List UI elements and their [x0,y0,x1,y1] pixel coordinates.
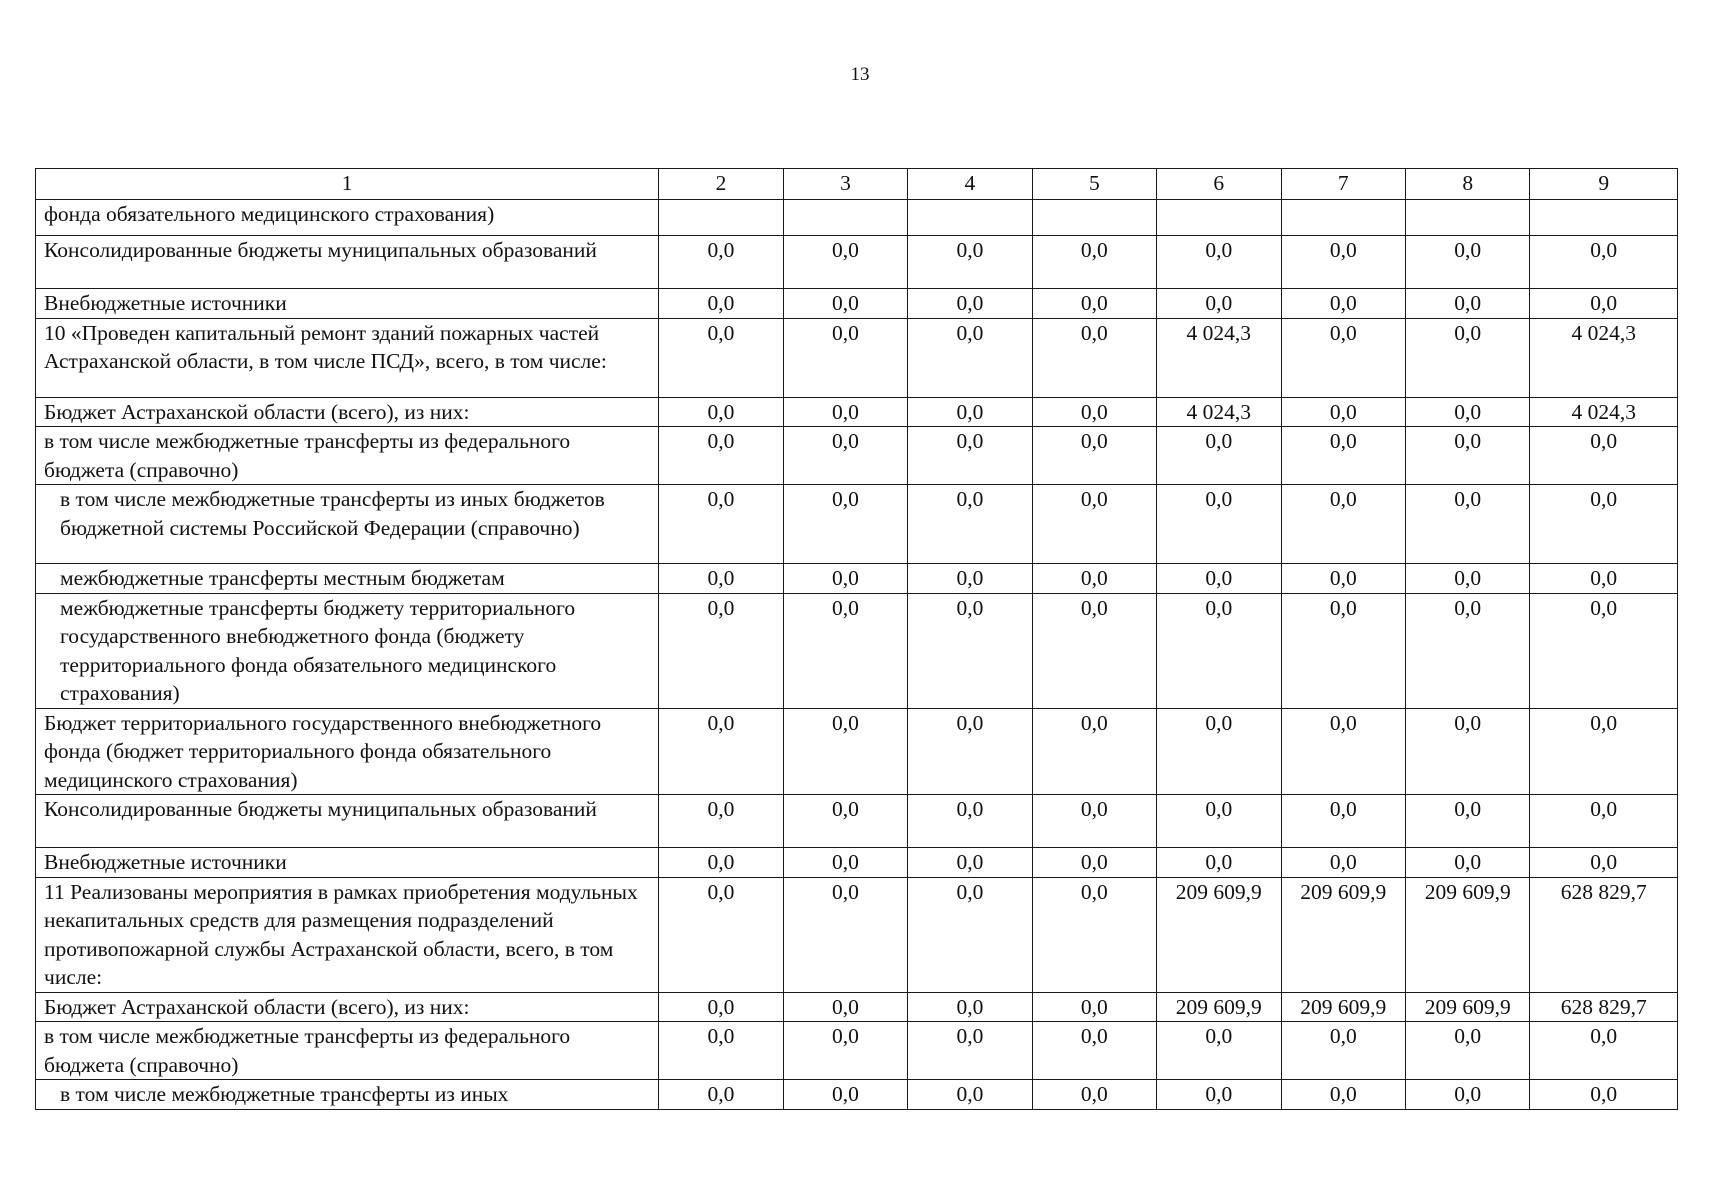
cell-value: 0,0 [908,848,1032,878]
cell-value: 0,0 [1530,427,1678,485]
cell-value: 0,0 [1405,1080,1529,1110]
cell-value: 0,0 [659,1080,783,1110]
cell-value: 0,0 [659,564,783,594]
table-row [36,593,1678,708]
cell-value: 0,0 [1032,1022,1156,1080]
cell-value: 0,0 [1032,564,1156,594]
cell-value: 0,0 [659,795,783,848]
cell-value: 0,0 [1530,1080,1678,1110]
cell-value: 0,0 [659,708,783,795]
row-label: Консолидированные бюджеты муниципальных образований [36,236,659,289]
cell-value: 0,0 [659,318,783,397]
column-header: 1 [36,169,659,200]
cell-value: 0,0 [908,397,1032,427]
cell-value: 0,0 [1157,564,1281,594]
cell-value: 0,0 [1405,236,1529,289]
cell-value: 0,0 [783,992,907,1022]
cell-value: 0,0 [783,485,907,564]
cell-value: 0,0 [1530,289,1678,319]
column-header: 8 [1405,169,1529,200]
cell-value: 0,0 [1157,427,1281,485]
row-label: 11 Реализованы мероприятия в рамках приобретения модульных некапитальных средств для размещения подразделений противопожарной службы Астраханской области, всего, в том числе: [36,877,659,992]
cell-value: 0,0 [1405,485,1529,564]
row-label: межбюджетные трансферты местным бюджетам [36,564,659,594]
column-header: 7 [1281,169,1405,200]
table-row [36,318,1678,397]
cell-value: 0,0 [659,427,783,485]
cell-value: 0,0 [908,1080,1032,1110]
row-label: фонда обязательного медицинского страхования) [36,200,659,236]
cell-value: 0,0 [1530,1022,1678,1080]
row-label: Внебюджетные источники [36,848,659,878]
cell-value: 0,0 [659,992,783,1022]
cell-value: 0,0 [1157,236,1281,289]
cell-value: 0,0 [783,877,907,992]
cell-value: 0,0 [1032,795,1156,848]
cell-value: 0,0 [783,1080,907,1110]
cell-value [1405,200,1529,236]
cell-value: 0,0 [908,564,1032,594]
cell-value: 0,0 [783,427,907,485]
cell-value: 0,0 [1032,289,1156,319]
table-row [36,848,1678,878]
table-row [36,1022,1678,1080]
cell-value: 628 829,7 [1530,992,1678,1022]
cell-value: 0,0 [659,593,783,708]
cell-value: 0,0 [1032,1080,1156,1110]
table-row [36,427,1678,485]
cell-value [1281,200,1405,236]
column-header: 4 [908,169,1032,200]
cell-value: 0,0 [1405,795,1529,848]
row-label: Бюджет Астраханской области (всего), из них: [36,992,659,1022]
column-header: 5 [1032,169,1156,200]
cell-value: 0,0 [1281,564,1405,594]
cell-value: 0,0 [1281,795,1405,848]
budget-table [35,168,1678,1110]
cell-value: 0,0 [1032,236,1156,289]
cell-value: 0,0 [908,485,1032,564]
cell-value: 0,0 [1281,848,1405,878]
cell-value: 0,0 [1157,1022,1281,1080]
row-label: Бюджет Астраханской области (всего), из них: [36,397,659,427]
cell-value: 0,0 [1281,289,1405,319]
cell-value: 0,0 [659,397,783,427]
cell-value: 0,0 [1281,236,1405,289]
table-row [36,795,1678,848]
cell-value: 0,0 [908,795,1032,848]
cell-value: 0,0 [1032,992,1156,1022]
cell-value [783,200,907,236]
cell-value: 0,0 [1032,877,1156,992]
cell-value: 0,0 [659,485,783,564]
cell-value: 0,0 [783,1022,907,1080]
table-body [36,200,1678,1110]
row-label: в том числе межбюджетные трансферты из иных [36,1080,659,1110]
cell-value: 0,0 [1530,848,1678,878]
row-label: в том числе межбюджетные трансферты из федерального бюджета (справочно) [36,1022,659,1080]
cell-value: 0,0 [1157,485,1281,564]
table-row [36,564,1678,594]
table-row [36,485,1678,564]
cell-value: 0,0 [783,593,907,708]
table-row [36,1080,1678,1110]
cell-value [908,200,1032,236]
cell-value: 0,0 [908,289,1032,319]
cell-value: 0,0 [1530,593,1678,708]
cell-value: 0,0 [908,318,1032,397]
cell-value: 0,0 [1157,593,1281,708]
column-header: 6 [1157,169,1281,200]
cell-value: 0,0 [1281,593,1405,708]
cell-value: 209 609,9 [1281,992,1405,1022]
cell-value: 0,0 [1530,564,1678,594]
cell-value: 0,0 [659,848,783,878]
cell-value: 0,0 [783,236,907,289]
cell-value: 0,0 [908,877,1032,992]
cell-value: 0,0 [1032,318,1156,397]
cell-value: 0,0 [659,1022,783,1080]
row-label: Консолидированные бюджеты муниципальных образований [36,795,659,848]
table-row [36,200,1678,236]
cell-value [1157,200,1281,236]
page-number: 13 [850,64,870,85]
cell-value: 0,0 [1281,318,1405,397]
cell-value: 0,0 [659,236,783,289]
table-row [36,992,1678,1022]
cell-value: 0,0 [908,1022,1032,1080]
cell-value: 209 609,9 [1281,877,1405,992]
row-label: в том числе межбюджетные трансферты из федерального бюджета (справочно) [36,427,659,485]
cell-value: 4 024,3 [1530,397,1678,427]
cell-value: 0,0 [1281,485,1405,564]
cell-value: 0,0 [783,848,907,878]
cell-value: 0,0 [1405,593,1529,708]
cell-value: 0,0 [659,877,783,992]
cell-value: 0,0 [1281,1022,1405,1080]
cell-value: 0,0 [1032,427,1156,485]
cell-value: 0,0 [1157,1080,1281,1110]
cell-value: 0,0 [908,236,1032,289]
cell-value: 4 024,3 [1157,318,1281,397]
cell-value: 0,0 [1405,848,1529,878]
column-header: 3 [783,169,907,200]
cell-value: 0,0 [1032,485,1156,564]
cell-value: 0,0 [1281,708,1405,795]
cell-value: 0,0 [1405,708,1529,795]
column-header: 9 [1530,169,1678,200]
table-row [36,236,1678,289]
cell-value: 0,0 [1281,397,1405,427]
cell-value [1530,200,1678,236]
cell-value: 0,0 [908,708,1032,795]
cell-value: 4 024,3 [1157,397,1281,427]
column-header: 2 [659,169,783,200]
cell-value: 0,0 [1530,795,1678,848]
cell-value: 0,0 [1530,708,1678,795]
cell-value: 4 024,3 [1530,318,1678,397]
cell-value: 0,0 [1405,564,1529,594]
cell-value: 0,0 [908,992,1032,1022]
row-label: 10 «Проведен капитальный ремонт зданий пожарных частей Астраханской области, в том числе ПСД», всего, в том числе: [36,318,659,397]
cell-value: 0,0 [1281,1080,1405,1110]
cell-value: 0,0 [783,708,907,795]
cell-value: 0,0 [1405,289,1529,319]
row-label: Внебюджетные источники [36,289,659,319]
table-row [36,397,1678,427]
cell-value: 0,0 [1032,397,1156,427]
cell-value: 0,0 [659,289,783,319]
table-row [36,289,1678,319]
table-row [36,708,1678,795]
cell-value: 209 609,9 [1405,877,1529,992]
cell-value: 0,0 [1032,593,1156,708]
cell-value: 0,0 [1405,427,1529,485]
cell-value: 0,0 [1157,795,1281,848]
cell-value [659,200,783,236]
cell-value: 0,0 [1530,236,1678,289]
cell-value: 0,0 [1281,427,1405,485]
cell-value: 0,0 [908,427,1032,485]
cell-value: 0,0 [1032,848,1156,878]
cell-value: 0,0 [783,564,907,594]
cell-value: 0,0 [783,795,907,848]
cell-value: 209 609,9 [1157,877,1281,992]
cell-value [1032,200,1156,236]
cell-value: 628 829,7 [1530,877,1678,992]
cell-value: 0,0 [1405,397,1529,427]
cell-value: 209 609,9 [1405,992,1529,1022]
cell-value: 0,0 [783,289,907,319]
cell-value: 0,0 [1157,289,1281,319]
row-label: Бюджет территориального государственного внебюджетного фонда (бюджет территориального фонда обязательного медицинского страхования) [36,708,659,795]
cell-value: 0,0 [1530,485,1678,564]
cell-value: 209 609,9 [1157,992,1281,1022]
header-row [36,169,1678,200]
row-label: в том числе межбюджетные трансферты из иных бюджетов бюджетной системы Российской Федерации (справочно) [36,485,659,564]
cell-value: 0,0 [1157,848,1281,878]
cell-value: 0,0 [1032,708,1156,795]
cell-value: 0,0 [1405,1022,1529,1080]
cell-value: 0,0 [1405,318,1529,397]
table-row [36,877,1678,992]
cell-value: 0,0 [783,397,907,427]
cell-value: 0,0 [783,318,907,397]
row-label: межбюджетные трансферты бюджету территориального государственного внебюджетного фонда (бюджету территориального фонда обязательного медицинского страхования) [36,593,659,708]
cell-value: 0,0 [1157,708,1281,795]
cell-value: 0,0 [908,593,1032,708]
